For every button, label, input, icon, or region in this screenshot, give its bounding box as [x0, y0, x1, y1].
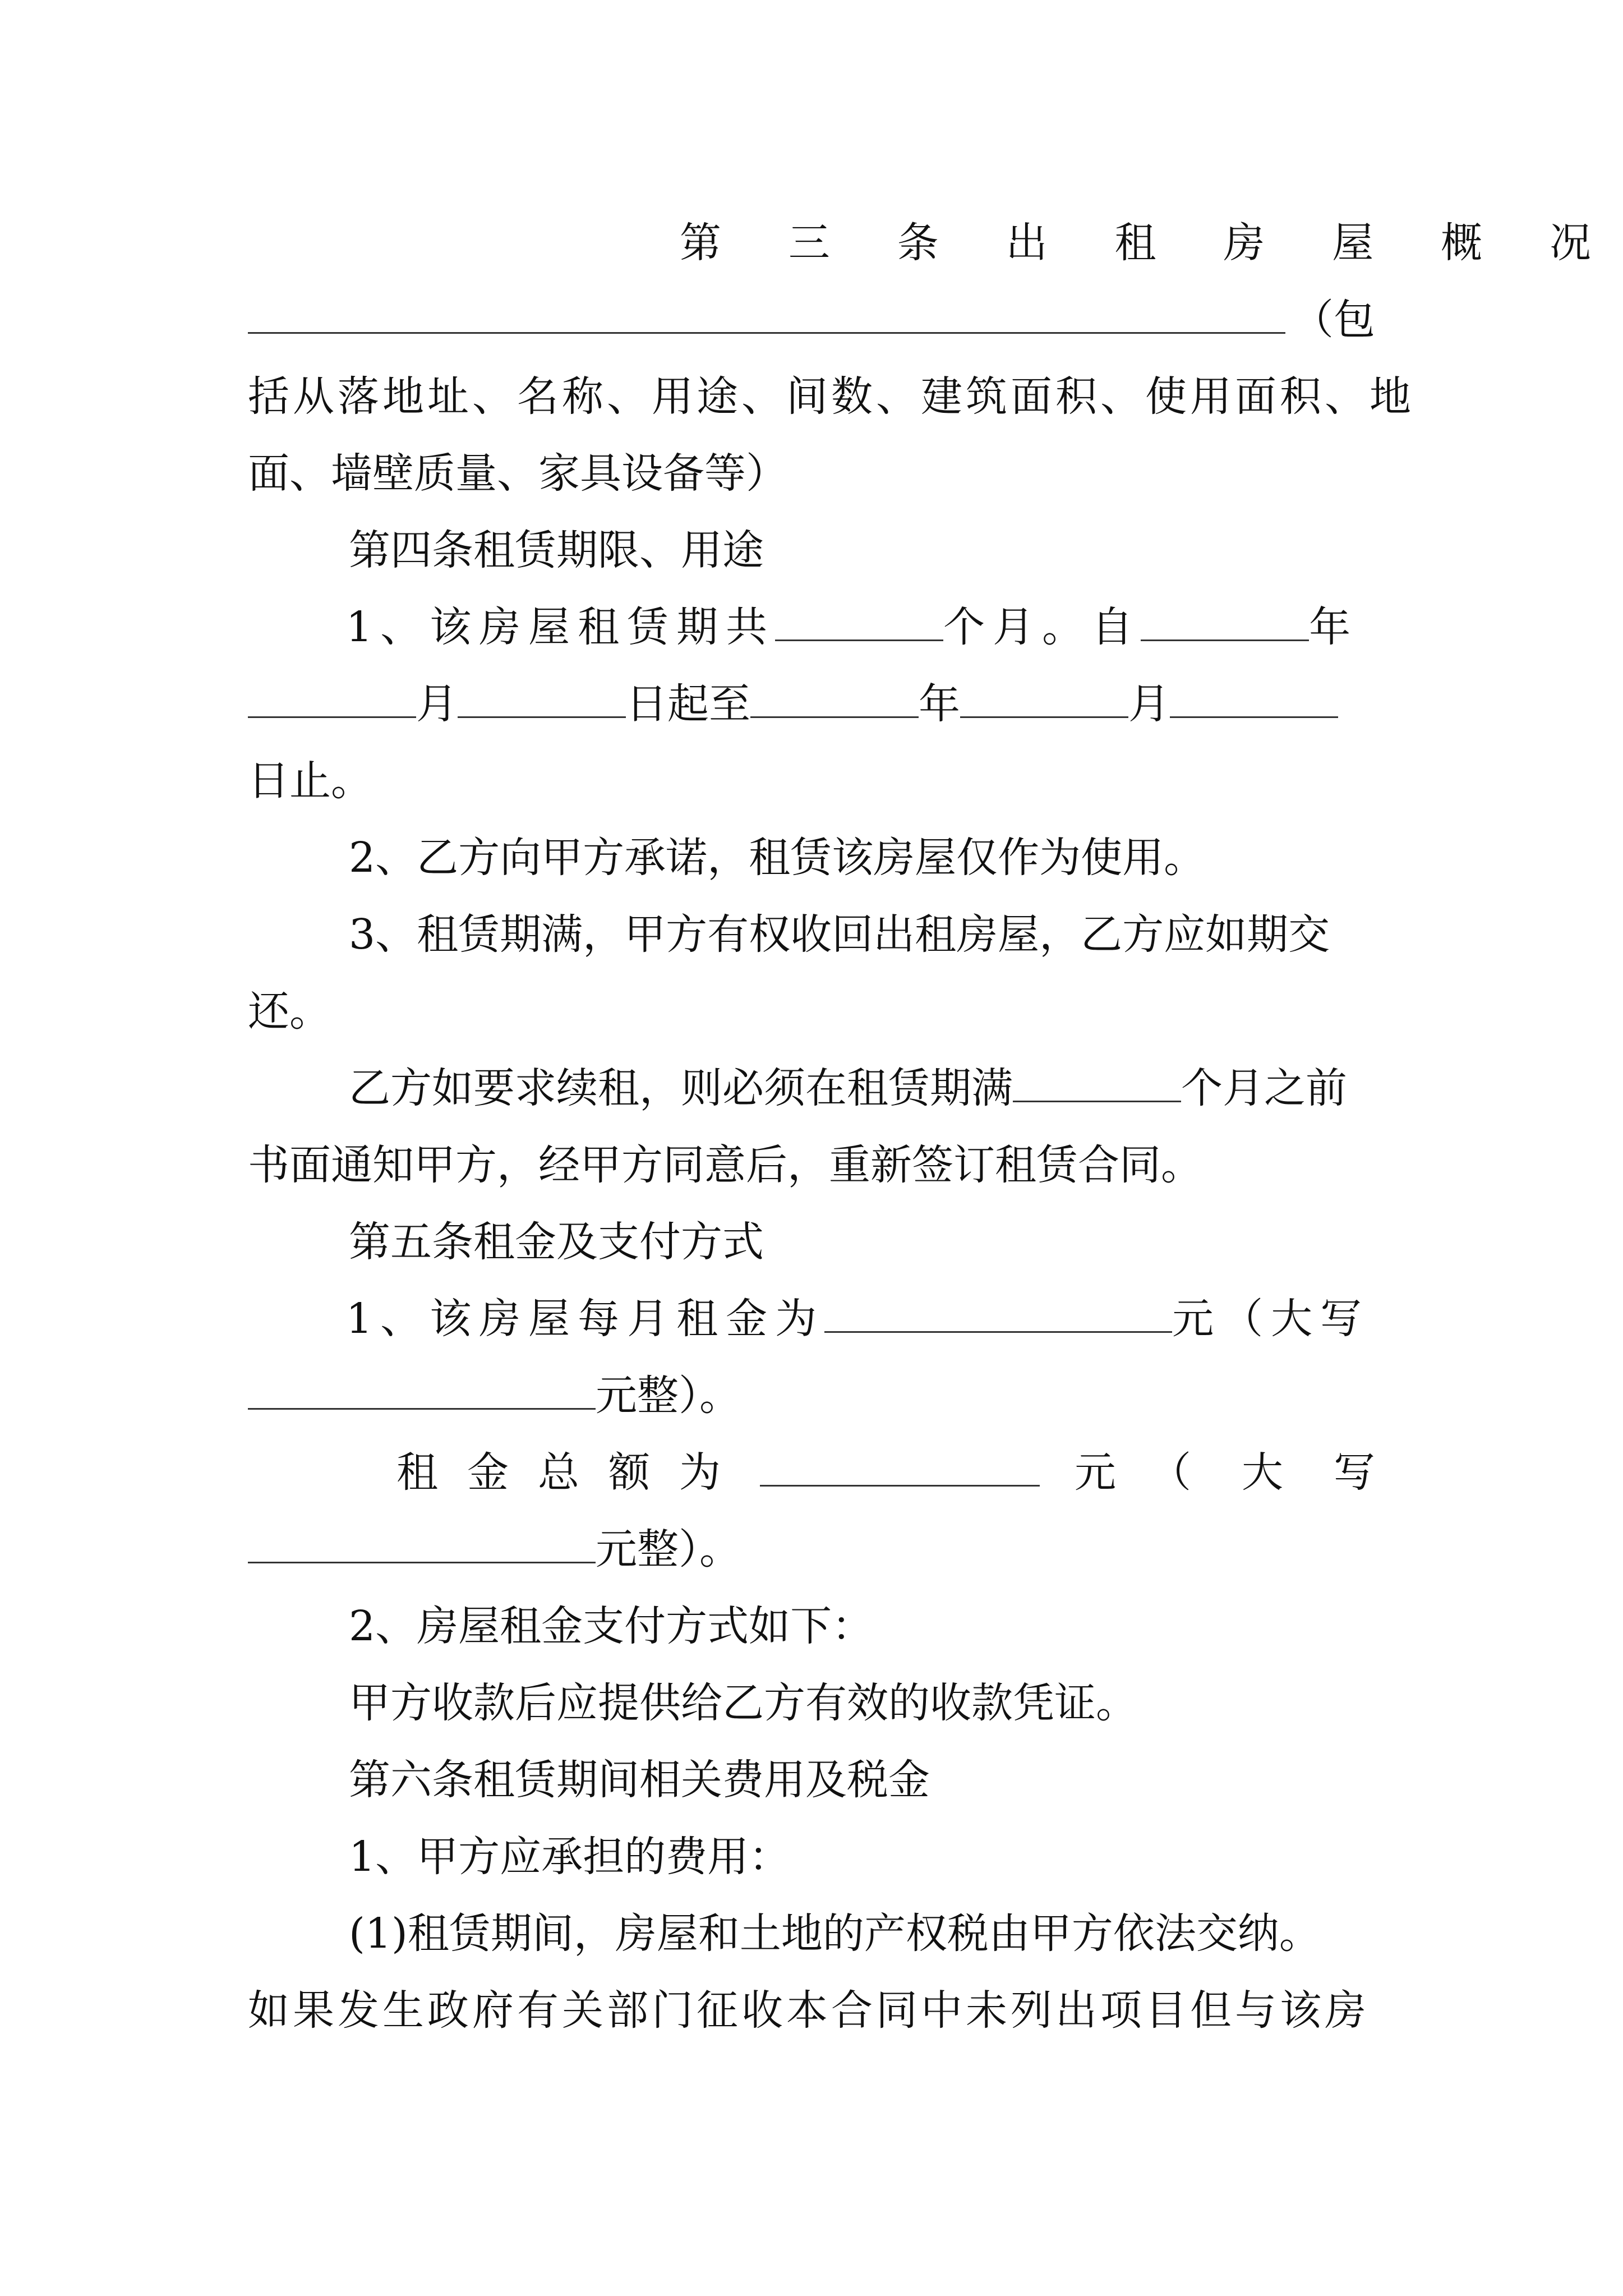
lease-months-blank[interactable] [775, 606, 943, 641]
article-4-p3-line-2: 还。 [248, 987, 331, 1036]
start-day-blank[interactable] [458, 683, 626, 718]
total-char: 总 [538, 1448, 579, 1497]
property-description-blank[interactable] [248, 298, 1285, 334]
art3-char: 屋 [1332, 219, 1374, 267]
end-year-blank[interactable] [750, 683, 919, 718]
start-year-blank[interactable] [1141, 606, 1309, 641]
total-rent-blank[interactable] [760, 1451, 1040, 1487]
article-6-p1: 1、甲方应承担的费用： [349, 1833, 791, 1881]
article-3-line-3: 括从落地址、名称、用途、间数、建筑面积、使用面积、地 [248, 372, 1414, 421]
article-6-title: 第六条租赁期间相关费用及税金 [349, 1756, 930, 1804]
article-3-blank-line [248, 283, 1375, 356]
article-3-line-4: 面、墙壁质量、家具设备等） [248, 449, 787, 498]
article-4-dates [248, 668, 1375, 740]
total-char: 额 [608, 1448, 650, 1497]
monthly-rent-blank[interactable] [824, 1297, 1172, 1333]
yuan-capital-label: 元（大写 [1172, 1295, 1370, 1343]
year-label: 年 [919, 680, 960, 728]
renewal-notice-months-blank[interactable] [1013, 1067, 1181, 1102]
article-6-p2-line-1: (1)租赁期间，房屋和土地的产权税由甲方依法交纳。 [349, 1910, 1321, 1958]
capital-char: 写 [1334, 1448, 1375, 1497]
renewal-label: 乙方如要求续租，则必须在租赁期满 [349, 1064, 1013, 1112]
total-rent-capital-blank[interactable] [248, 1528, 596, 1563]
capital-char: 大 [1242, 1448, 1283, 1497]
month-label: 月 [1128, 680, 1170, 728]
lease-term-label: 1、该房屋租赁期共 [346, 603, 776, 651]
monthly-rent-capital-blank[interactable] [248, 1374, 596, 1410]
article-4-p1 [248, 591, 1473, 664]
article-5-p1 [248, 1282, 1473, 1355]
months-from-label: 个月。自 [943, 603, 1141, 651]
months-before-label: 个月之前 [1181, 1064, 1347, 1112]
art3-char: 三 [788, 219, 830, 267]
monthly-rent-label: 1、该房屋每月租金为 [346, 1295, 825, 1343]
end-month-blank[interactable] [960, 683, 1128, 718]
yuan-label: 元 [1075, 1448, 1116, 1497]
art3-char: 概 [1441, 219, 1483, 267]
article-5-p2: 2、房屋租金支付方式如下： [349, 1602, 874, 1650]
article-5-p3: 甲方收款后应提供给乙方有效的收款凭证。 [349, 1679, 1137, 1727]
month-label: 月 [416, 680, 458, 728]
art3-char: 况 [1550, 219, 1591, 267]
art3-char: 第 [680, 219, 721, 267]
art3-char: 房 [1223, 219, 1265, 267]
article-4-p1-end: 日止。 [248, 757, 372, 805]
article-5-title: 第五条租金及支付方式 [349, 1218, 764, 1266]
total-char: 为 [679, 1448, 721, 1497]
art3-char: 出 [1006, 219, 1048, 267]
article-4-p4 [248, 1052, 1476, 1125]
day-from-label: 日起至 [626, 680, 750, 728]
total-char: 租 [396, 1448, 438, 1497]
art3-tail: （包 [1292, 296, 1375, 344]
yuan-whole-label: 元整）。 [596, 1525, 741, 1573]
article-4-p4-line-2: 书面通知甲方，经甲方同意后，重新签订租赁合同。 [248, 1141, 1202, 1189]
art3-char: 条 [897, 219, 939, 267]
article-3-heading [464, 206, 1591, 279]
total-char: 金 [467, 1448, 509, 1497]
article-5-p1-line-2 [248, 1359, 1375, 1432]
yuan-whole-label: 元整）。 [596, 1372, 741, 1420]
article-5-total [248, 1436, 1375, 1509]
end-day-blank[interactable] [1170, 683, 1338, 718]
year-label: 年 [1309, 603, 1359, 651]
paren-char: （ [1150, 1448, 1191, 1497]
art3-char: 租 [1114, 219, 1156, 267]
article-4-p2: 2、乙方向甲方承诺，租赁该房屋仅作为使用。 [349, 834, 1206, 882]
article-5-total-line-2 [248, 1513, 1375, 1586]
article-4-title: 第四条租赁期限、用途 [349, 526, 764, 574]
start-month-blank[interactable] [248, 683, 416, 718]
article-6-p2-line-2: 如果发生政府有关部门征收本合同中未列出项目但与该房 [248, 1986, 1370, 2035]
article-4-p3-line-1: 3、租赁期满，甲方有权收回出租房屋，乙方应如期交 [349, 910, 1330, 959]
